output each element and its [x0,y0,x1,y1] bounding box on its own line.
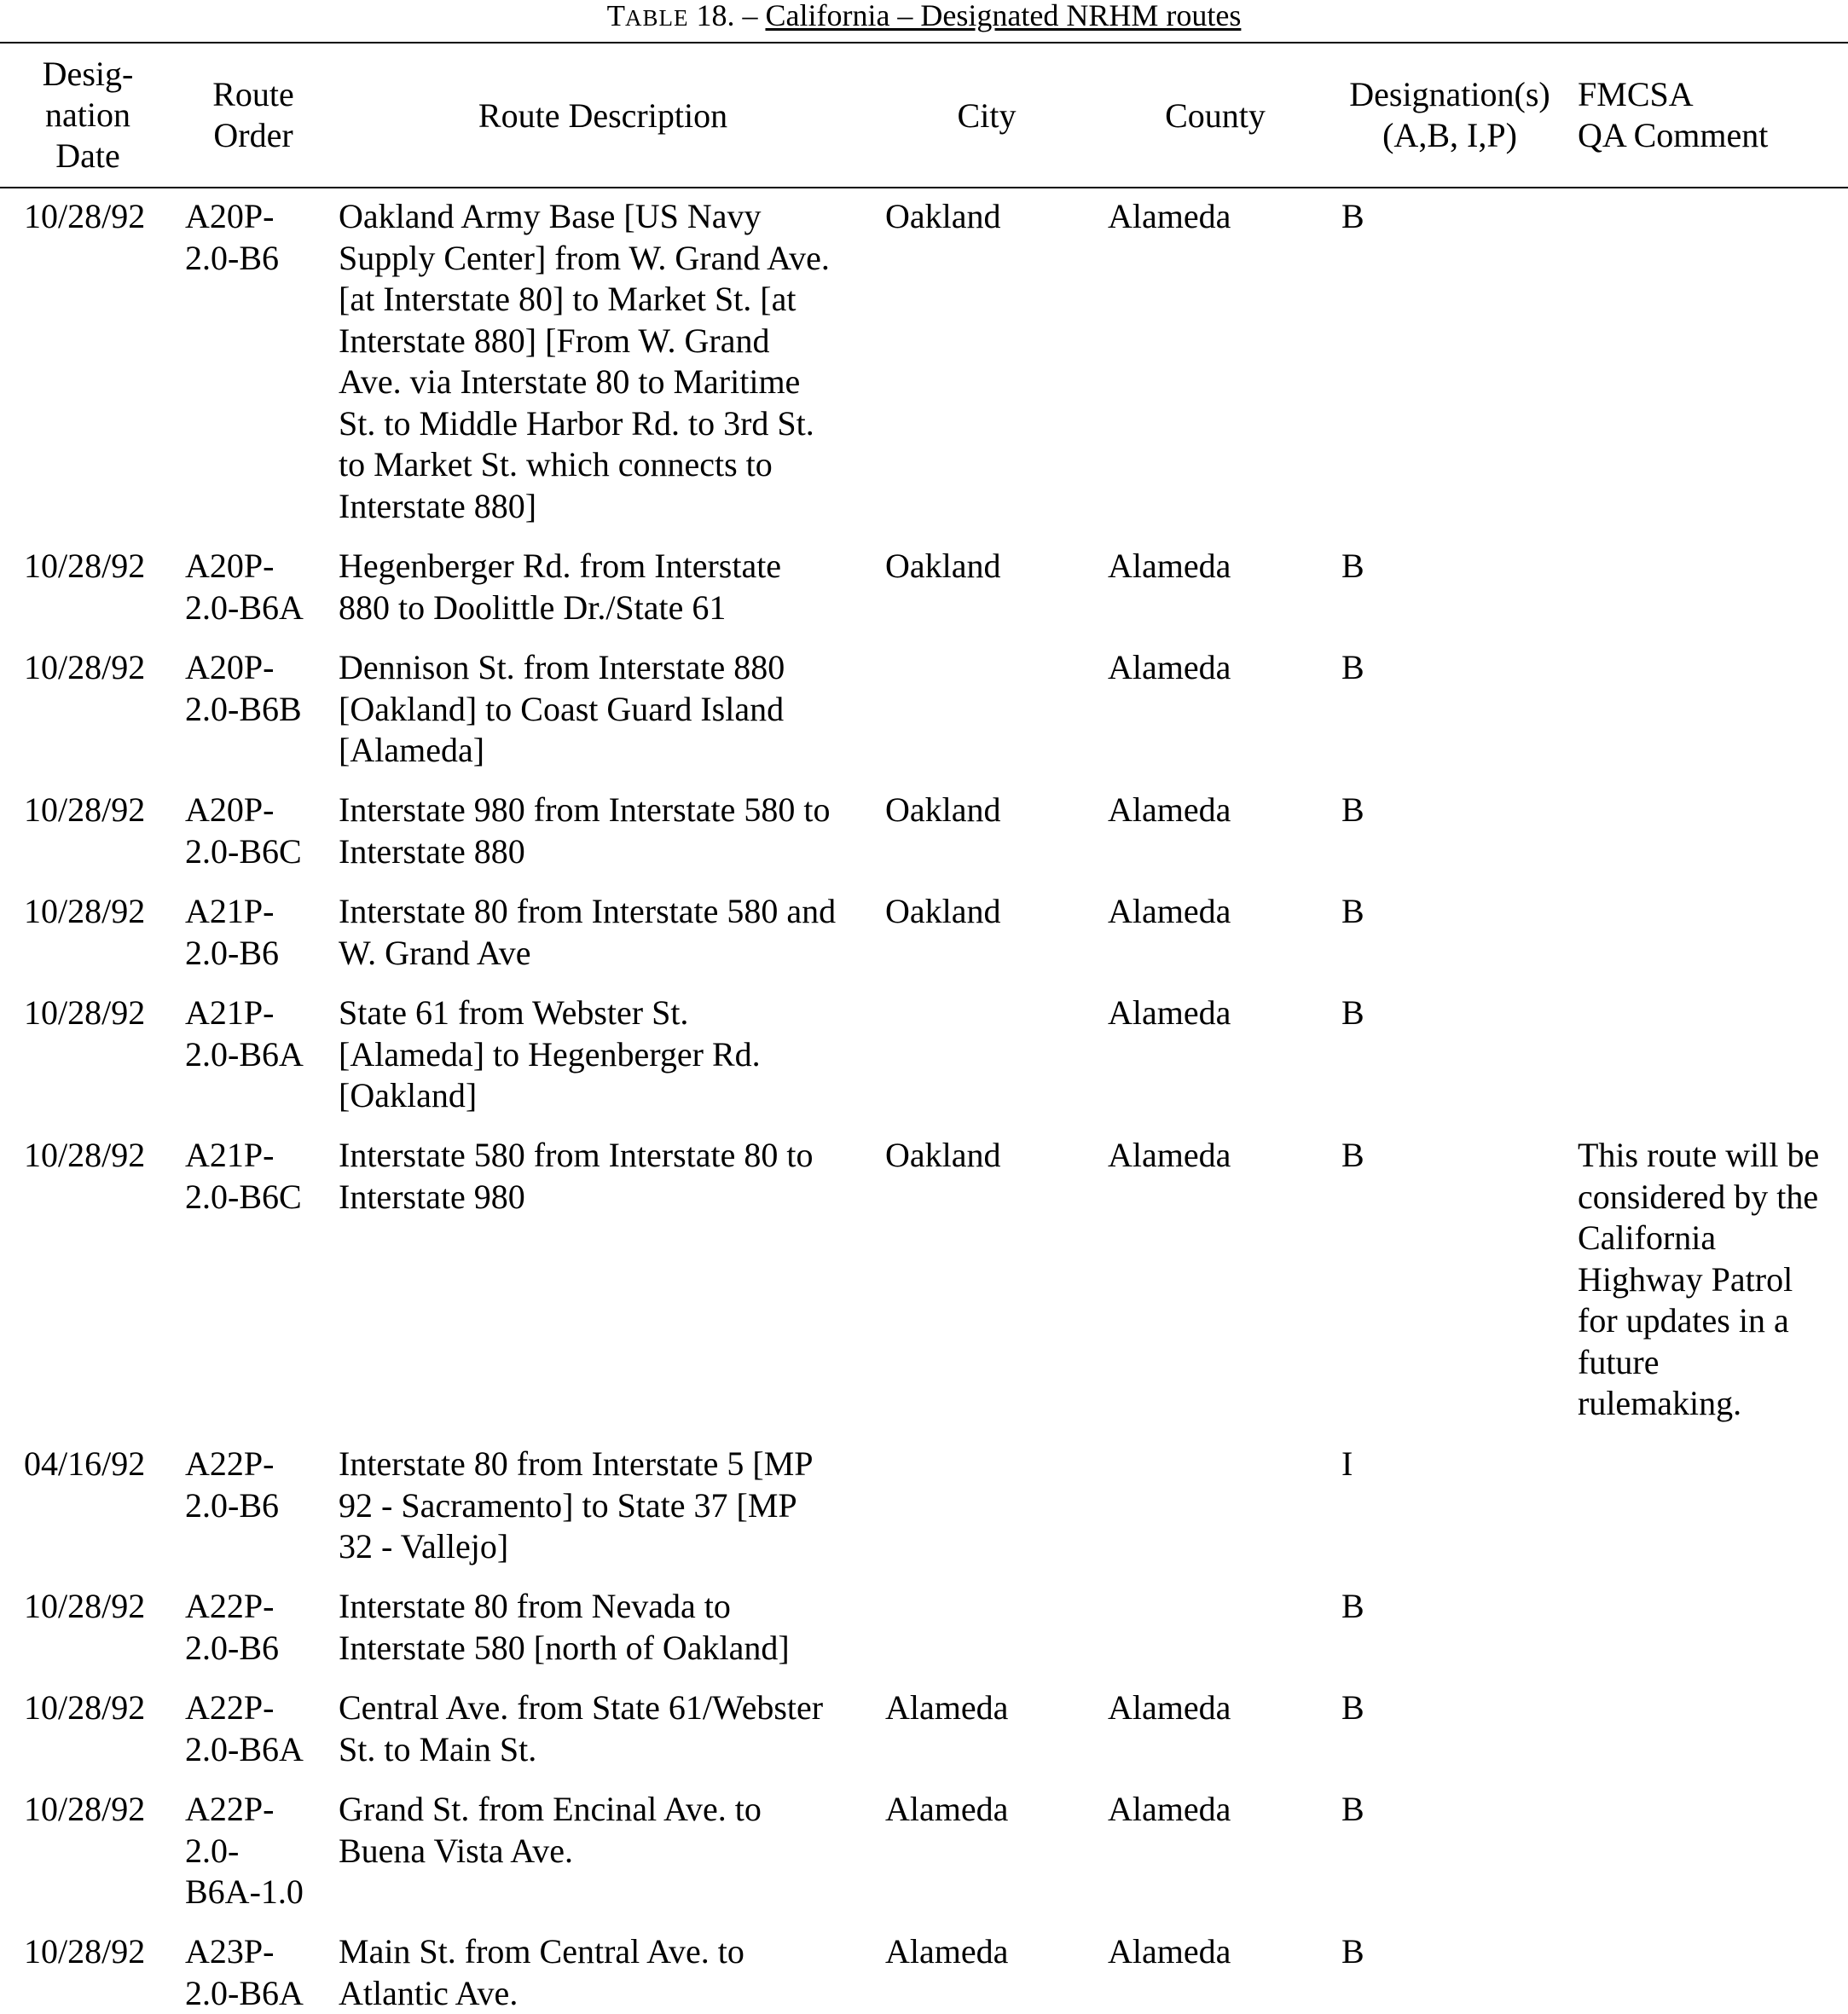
cell-fmcsa-comment-line: future [1578,1342,1842,1384]
cell-route-description-line: Interstate 980 [339,1177,884,1218]
cell-fmcsa-comment-line: This route will be [1578,1135,1842,1177]
cell-fmcsa-comment-line: for updates in a [1578,1300,1842,1342]
cell-route-description [339,1687,884,1770]
cell-route-description-line: Interstate 80 from Nevada to [339,1586,884,1628]
header-designations [1330,74,1569,156]
cell-route-description-line: Central Ave. from State 61/Webster [339,1687,884,1729]
cell-city: Oakland [885,196,1098,238]
header-route-order [181,74,326,156]
header-route-description: Route Description [330,95,876,136]
cell-designation: B [1341,993,1444,1034]
cell-route-description-line: St. to Middle Harbor Rd. to 3rd St. [339,403,884,445]
cell-route-description-line: W. Grand Ave [339,933,884,975]
header-order-line: Route [181,74,326,115]
cell-fmcsa-comment-line: considered by the [1578,1177,1842,1218]
cell-route-description [339,993,884,1117]
caption-separator: – [742,0,757,32]
cell-route-order-line: A21P- [185,1135,330,1177]
cell-route-description-line: Interstate 80 from Interstate 5 [MP [339,1444,884,1485]
cell-route-order [185,1135,330,1218]
header-comment-line: QA Comment [1578,115,1842,156]
cell-county: Alameda [1108,993,1321,1034]
cell-city: Alameda [885,1687,1098,1729]
cell-date: 10/28/92 [24,1586,169,1628]
cell-designation: B [1341,546,1444,587]
header-designation-line: Designation(s) [1330,74,1569,115]
cell-route-description-line: Interstate 880 [339,831,884,873]
cell-county: Alameda [1108,1135,1321,1177]
cell-designation: B [1341,1789,1444,1831]
cell-city: Alameda [885,1789,1098,1831]
cell-route-description [339,790,884,872]
cell-route-description-line: Interstate 580 from Interstate 80 to [339,1135,884,1177]
cell-route-description-line: Grand St. from Encinal Ave. to [339,1789,884,1831]
cell-fmcsa-comment-line: rulemaking. [1578,1383,1842,1425]
cell-route-description-line: State 61 from Webster St. [339,993,884,1034]
cell-county: Alameda [1108,546,1321,587]
cell-route-description-line: 32 - Vallejo] [339,1526,884,1568]
cell-route-description-line: Dennison St. from Interstate 880 [339,647,884,689]
caption-number: 18. [696,0,734,32]
cell-route-order-line: A22P- [185,1586,330,1628]
cell-route-description-line: Main St. from Central Ave. to [339,1931,884,1973]
cell-designation: B [1341,1135,1444,1177]
cell-route-order-line: 2.0-B6A [185,587,330,629]
cell-route-order [185,196,330,279]
cell-route-order [185,546,330,628]
cell-date: 10/28/92 [24,1931,169,1973]
caption-label-rest: ABLE [625,5,689,31]
cell-fmcsa-comment [1578,1135,1842,1425]
cell-city: Oakland [885,790,1098,831]
caption-label-initial: T [607,0,625,32]
cell-county: Alameda [1108,196,1321,238]
cell-route-description-line: Interstate 80 from Interstate 580 and [339,891,884,933]
header-designation-line: (A,B, I,P) [1330,115,1569,156]
cell-route-order-line: 2.0-B6 [185,933,330,975]
header-date-line: Desig- [15,54,160,95]
cell-route-description [339,647,884,772]
cell-county: Alameda [1108,1789,1321,1831]
cell-route-description-line: [Alameda] to Hegenberger Rd. [339,1034,884,1076]
cell-route-description-line: Buena Vista Ave. [339,1831,884,1872]
cell-route-order-line: 2.0-B6A [185,1973,330,2014]
cell-designation: B [1341,647,1444,689]
cell-designation: B [1341,790,1444,831]
cell-route-description-line: Ave. via Interstate 80 to Maritime [339,362,884,403]
header-comment-line: FMCSA [1578,74,1842,115]
cell-date: 10/28/92 [24,546,169,587]
cell-city: Oakland [885,1135,1098,1177]
cell-route-order-line: A20P- [185,647,330,689]
cell-route-order-line: A22P- [185,1444,330,1485]
cell-route-description-line: [Oakland] to Coast Guard Island [339,689,884,731]
cell-route-description [339,196,884,527]
cell-date: 10/28/92 [24,196,169,238]
cell-route-order-line: A22P- [185,1789,330,1831]
cell-route-description [339,1789,884,1872]
cell-route-order [185,993,330,1075]
header-bottom-rule [0,187,1848,188]
cell-city: Alameda [885,1931,1098,1973]
cell-designation: B [1341,1687,1444,1729]
cell-route-order-line: A23P- [185,1931,330,1973]
cell-route-order-line: 2.0-B6 [185,238,330,280]
cell-route-order [185,647,330,730]
cell-date: 10/28/92 [24,891,169,933]
cell-county: Alameda [1108,1931,1321,1973]
cell-date: 10/28/92 [24,790,169,831]
cell-route-order-line: 2.0-B6 [185,1628,330,1670]
cell-route-order-line: 2.0- [185,1831,330,1872]
cell-designation: B [1341,1931,1444,1973]
cell-designation: B [1341,196,1444,238]
cell-date: 10/28/92 [24,1687,169,1729]
header-order-line: Order [181,115,326,156]
cell-route-description-line: Interstate 580 [north of Oakland] [339,1628,884,1670]
cell-route-description-line: Hegenberger Rd. from Interstate [339,546,884,587]
header-city: City [880,95,1093,136]
header-county: County [1109,95,1322,136]
cell-route-description-line: Atlantic Ave. [339,1973,884,2014]
cell-route-description-line: [Oakland] [339,1075,884,1117]
caption-title: California – Designated NRHM routes [765,0,1241,32]
cell-county: Alameda [1108,891,1321,933]
cell-designation: I [1341,1444,1444,1485]
cell-route-order-line: 2.0-B6 [185,1485,330,1527]
cell-route-description-line: 92 - Sacramento] to State 37 [MP [339,1485,884,1527]
cell-route-order-line: 2.0-B6C [185,831,330,873]
cell-route-description-line: St. to Main St. [339,1729,884,1771]
cell-route-order [185,790,330,872]
cell-route-description-line: 880 to Doolittle Dr./State 61 [339,587,884,629]
cell-city: Oakland [885,546,1098,587]
cell-city: Oakland [885,891,1098,933]
cell-route-description-line: Interstate 880] [From W. Grand [339,321,884,362]
cell-route-description [339,546,884,628]
cell-designation: B [1341,1586,1444,1628]
cell-route-order [185,1444,330,1526]
cell-route-description [339,1135,884,1218]
cell-route-order-line: A22P- [185,1687,330,1729]
cell-route-description-line: Interstate 980 from Interstate 580 to [339,790,884,831]
cell-route-description [339,891,884,974]
cell-route-description-line: [Alameda] [339,730,884,772]
cell-route-description-line: [at Interstate 80] to Market St. [at [339,279,884,321]
cell-route-order [185,891,330,974]
cell-route-description [339,1586,884,1669]
cell-county: Alameda [1108,790,1321,831]
cell-route-order-line: 2.0-B6A [185,1729,330,1771]
cell-route-order [185,1586,330,1669]
cell-route-description-line: Interstate 880] [339,486,884,528]
cell-date: 10/28/92 [24,993,169,1034]
cell-date: 10/28/92 [24,1135,169,1177]
cell-route-order-line: A21P- [185,993,330,1034]
cell-route-order-line: 2.0-B6B [185,689,330,731]
cell-route-order-line: 2.0-B6A [185,1034,330,1076]
header-date-line: Date [15,136,160,177]
header-fmcsa-comment [1578,74,1842,156]
header-top-rule [0,42,1848,43]
cell-route-description-line: to Market St. which connects to [339,444,884,486]
cell-designation: B [1341,891,1444,933]
table-caption [0,0,1848,33]
cell-date: 10/28/92 [24,647,169,689]
cell-route-order-line: A21P- [185,891,330,933]
cell-fmcsa-comment-line: California [1578,1218,1842,1259]
cell-route-order-line: A20P- [185,546,330,587]
cell-fmcsa-comment-line: Highway Patrol [1578,1259,1842,1301]
header-date [15,54,160,177]
cell-county: Alameda [1108,647,1321,689]
cell-date: 10/28/92 [24,1789,169,1831]
cell-route-description [339,1931,884,2014]
header-date-line: nation [15,95,160,136]
cell-route-order [185,1931,330,2014]
cell-route-order [185,1687,330,1770]
cell-county: Alameda [1108,1687,1321,1729]
cell-date: 04/16/92 [24,1444,169,1485]
cell-route-order [185,1789,330,1913]
cell-route-order-line: 2.0-B6C [185,1177,330,1218]
cell-route-description [339,1444,884,1568]
cell-route-order-line: B6A-1.0 [185,1872,330,1913]
cell-route-order-line: A20P- [185,790,330,831]
cell-route-description-line: Oakland Army Base [US Navy [339,196,884,238]
cell-route-order-line: A20P- [185,196,330,238]
cell-route-description-line: Supply Center] from W. Grand Ave. [339,238,884,280]
